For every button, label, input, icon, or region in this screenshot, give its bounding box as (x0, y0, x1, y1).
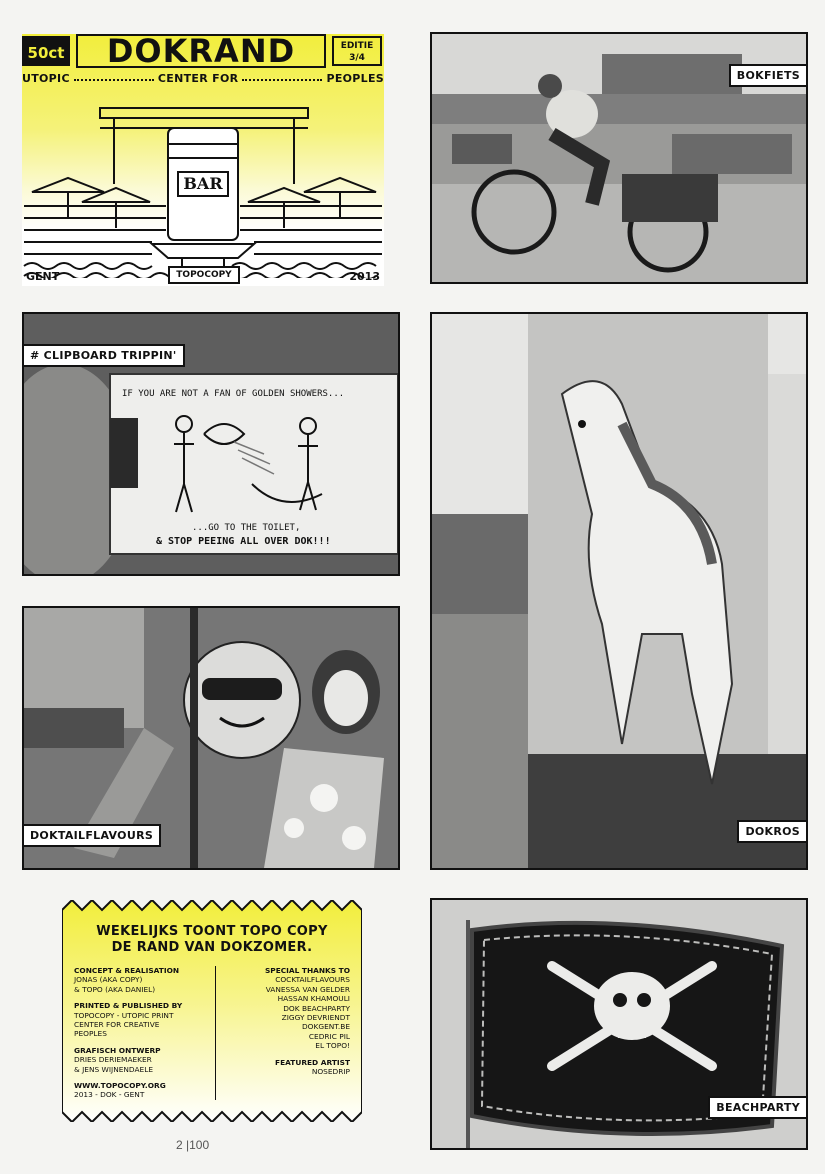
caption-bokfiets: BOKFIETS (729, 64, 808, 87)
drawing-line-3: & STOP PEEING ALL OVER DOK!!! (156, 536, 331, 547)
edition-badge: EDITIE 3/4 (332, 36, 382, 66)
cover-year: 2013 (349, 270, 380, 283)
credits-headline-1: WEKELIJKS TOONT TOPO COPY (96, 924, 328, 939)
caption-dokros: DOKROS (737, 820, 808, 843)
credit-line: PEOPLES (74, 1029, 107, 1039)
page-number: 2 |100 (176, 1138, 210, 1152)
cover-title: DOKRAND (76, 34, 326, 68)
credit-heading: GRAFISCH ONTWERP (74, 1045, 161, 1055)
photo-bokfiets (430, 32, 808, 284)
cover-city: GENT (26, 270, 60, 283)
credit-heading: PRINTED & PUBLISHED BY (74, 1001, 183, 1011)
photo-dokros (430, 312, 808, 870)
bar-sign: BAR (183, 174, 223, 193)
credit-line: JONAS (AKA COPY) (74, 975, 143, 985)
credits-headline-2: DE RAND VAN DOKZOMER. (111, 940, 313, 955)
photo-clipboard (22, 312, 400, 576)
cover-publisher: TOPOCOPY (168, 266, 240, 284)
credit-line: TOPOCOPY - UTOPIC PRINT (74, 1010, 174, 1020)
tagline-dots (242, 72, 322, 81)
credits-columns (74, 966, 350, 1100)
photo-doktail (22, 606, 400, 870)
caption-beachparty: BEACHPARTY (708, 1096, 808, 1119)
credit-line: NOSEDRIP (311, 1067, 350, 1077)
caption-doktail: DOKTAILFLAVOURS (22, 824, 161, 847)
credit-line: HASSAN KHAMOULI (277, 994, 350, 1004)
drawing-line-2: ...GO TO THE TOILET, (192, 523, 301, 533)
credit-heading: FEATURED ARTIST (275, 1057, 350, 1067)
price-badge: 50ct (22, 36, 70, 66)
caption-clipboard: # CLIPBOARD TRIPPIN' (22, 344, 185, 367)
credit-line: & TOPO (AKA DANIEL) (74, 984, 156, 994)
cover-panel (22, 34, 384, 286)
credit-line: ZIGGY DEVRIENDT (281, 1013, 350, 1023)
credit-line: COCKTAILFLAVOURS (275, 975, 350, 985)
beach-bar-illustration (22, 88, 384, 278)
credits-body (74, 924, 350, 1100)
tagline-dots (74, 72, 154, 81)
credit-line: & JENS WIJNENDAELE (74, 1064, 153, 1074)
dokros-photo (432, 314, 806, 868)
credit-heading: CONCEPT & REALISATION (74, 966, 180, 975)
credit-line: VANESSA VAN GELDER (265, 984, 350, 994)
credit-line: DOK BEACHPARTY (283, 1003, 350, 1013)
credit-heading: SPECIAL THANKS TO (264, 966, 350, 975)
credits-left-column (74, 966, 216, 1100)
tagline-part-1: UTOPIC (22, 72, 70, 85)
website-link[interactable]: WWW.TOPOCOPY.ORG (74, 1081, 166, 1091)
photo-beachparty (430, 898, 808, 1150)
cover-tagline (22, 72, 384, 85)
credits-ticket (62, 900, 362, 1122)
credits-right-column (216, 966, 350, 1100)
credit-line: DRIES DERIEMAEKER (74, 1055, 152, 1065)
tagline-part-3: PEOPLES (326, 72, 384, 85)
credit-line: DOKGENT.BE (301, 1022, 350, 1032)
credit-line: CEDRIC PIL (308, 1031, 350, 1041)
credit-line: EL TOPO! (315, 1041, 350, 1051)
credits-headline (74, 924, 350, 956)
credit-line: CENTER FOR CREATIVE (74, 1020, 160, 1030)
drawing-line-1: IF YOU ARE NOT A FAN OF GOLDEN SHOWERS... (122, 389, 345, 399)
credit-line: 2013 - DOK - GENT (74, 1090, 145, 1100)
tagline-part-2: CENTER FOR (157, 72, 239, 85)
